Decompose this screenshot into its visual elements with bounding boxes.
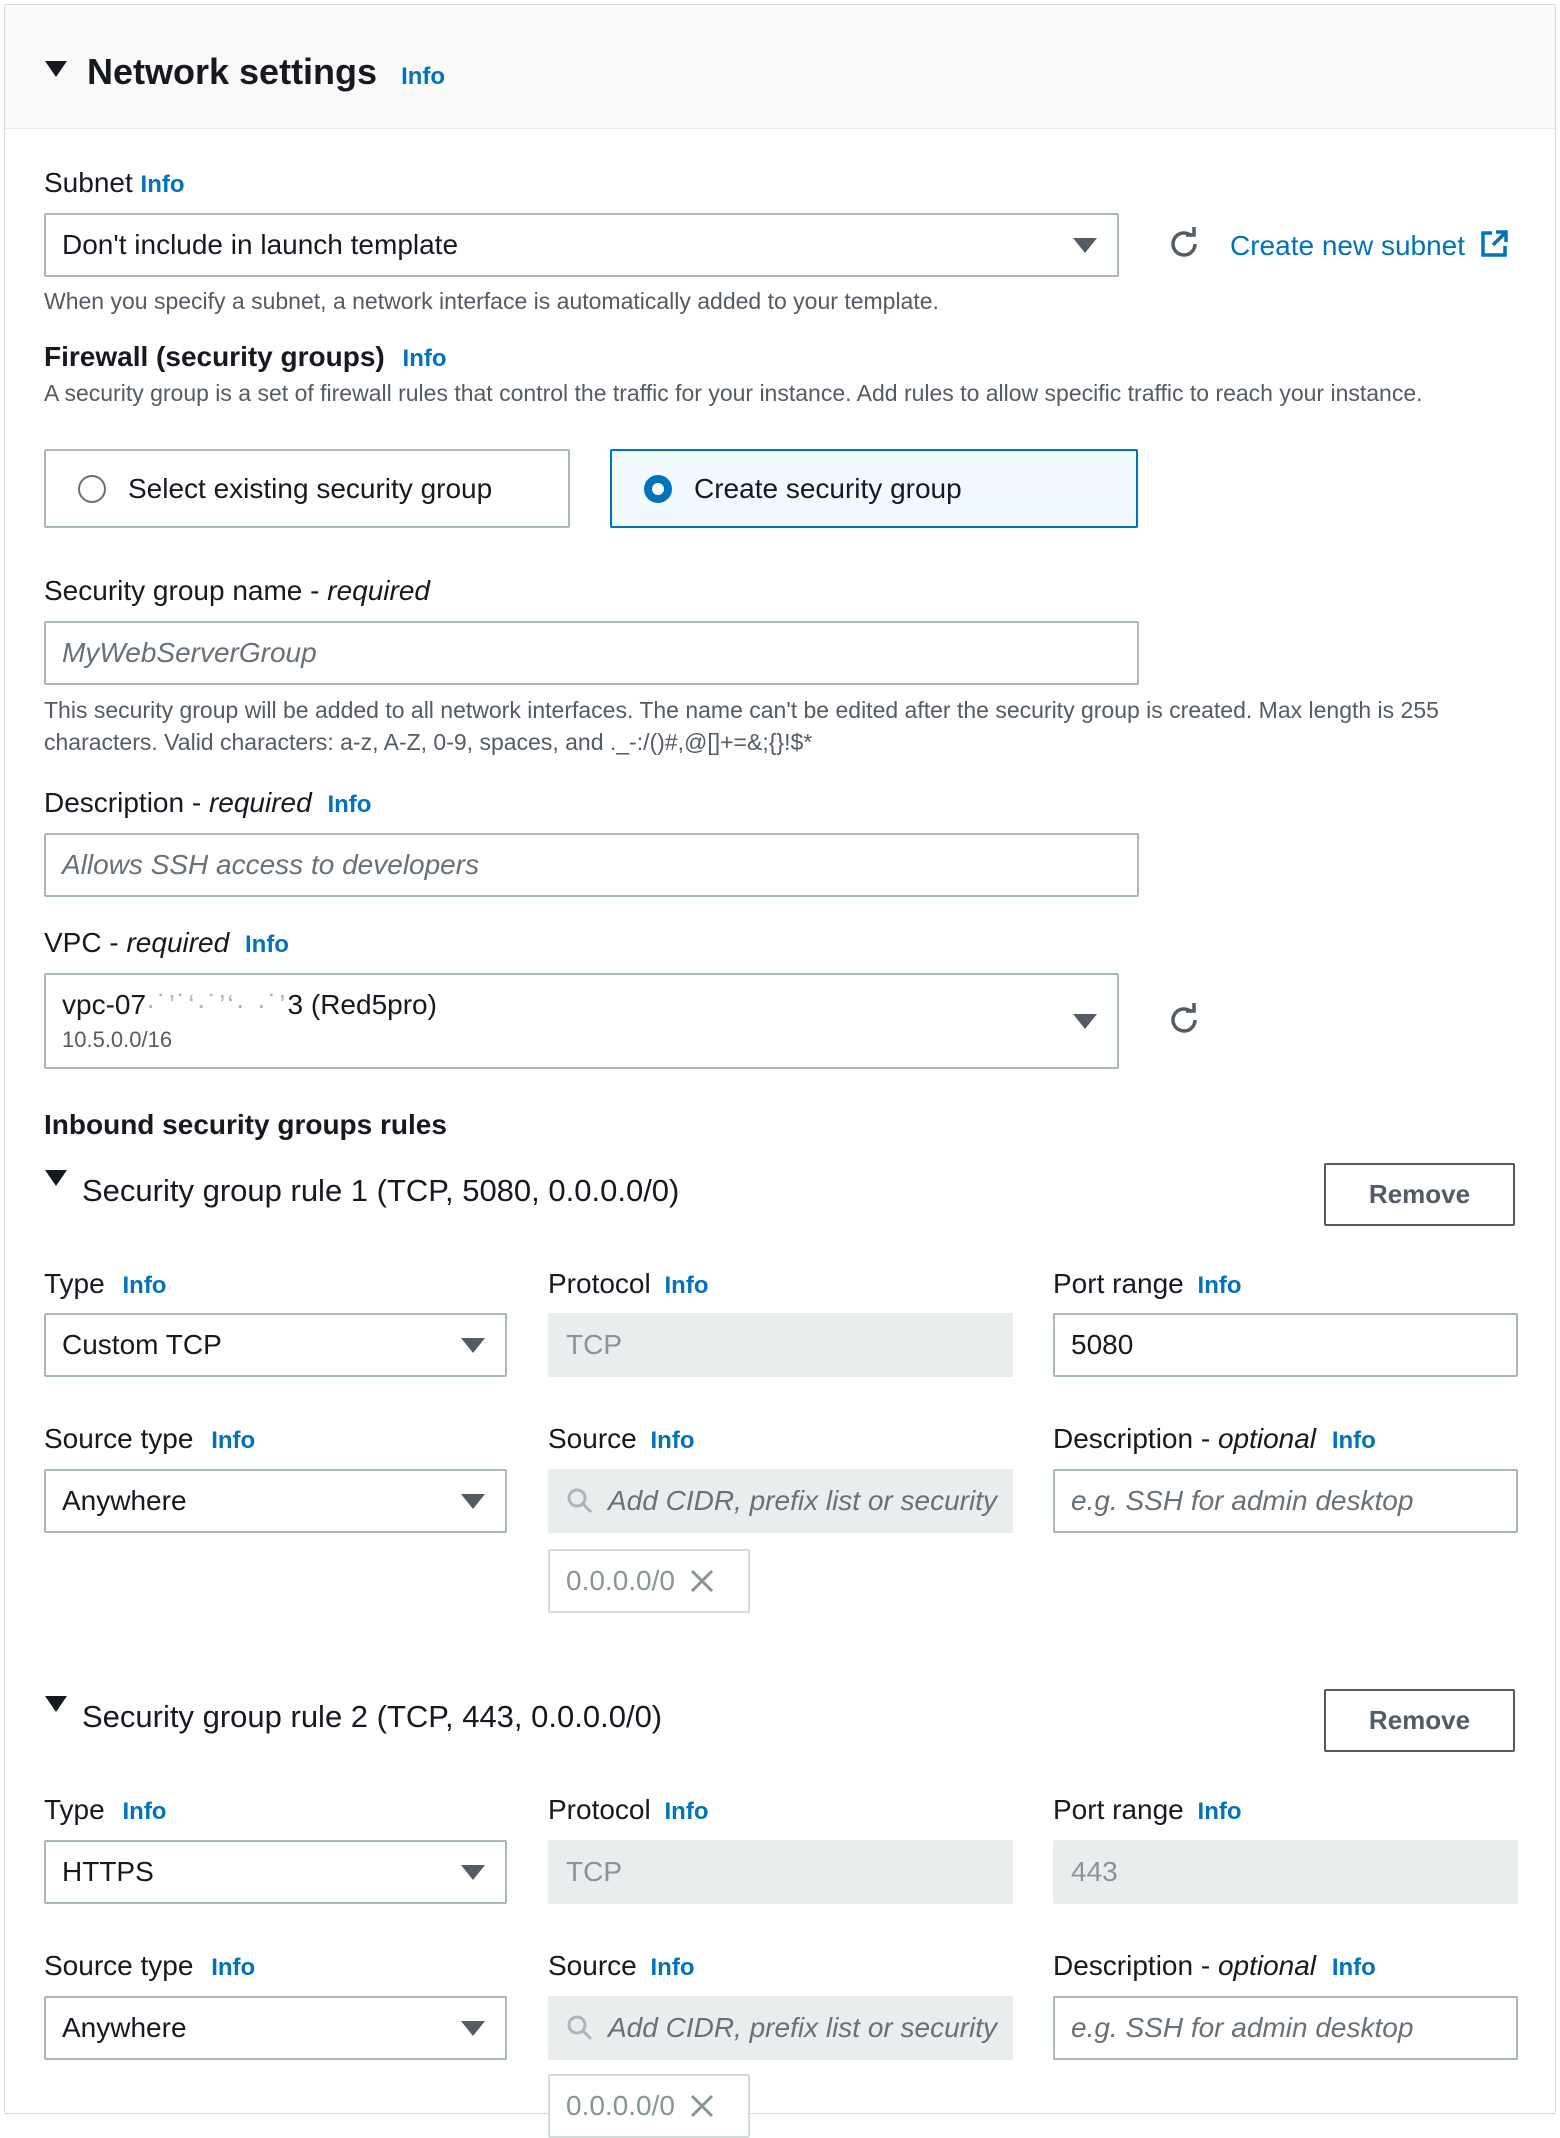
rule1-source-type-select[interactable]: Anywhere — [44, 1469, 507, 1533]
rule2-type-label: Type Info — [44, 1794, 167, 1825]
rule1-type-info-link[interactable]: Info — [122, 1272, 167, 1299]
rule2-type-select[interactable]: HTTPS — [44, 1840, 507, 1904]
sg-name-label: Security group name - required — [44, 575, 430, 606]
chevron-down-icon — [461, 1338, 485, 1353]
chevron-down-icon — [461, 1494, 485, 1509]
vpc-refresh-icon[interactable] — [1166, 1002, 1202, 1038]
firewall-help: A security group is a set of firewall rules that control the traffic for your instance. Add rules to allow specific traffic to reach your instance. — [44, 380, 1423, 406]
rule2-title: Security group rule 2 (TCP, 443, 0.0.0.0/0) — [82, 1699, 663, 1734]
rule1-source-input[interactable]: Add CIDR, prefix list or security — [548, 1469, 1013, 1533]
rule2-source-type-label: Source type Info — [44, 1950, 256, 1981]
rule2-caret-icon[interactable] — [45, 1696, 67, 1712]
rule2-port-label: Port range Info — [1053, 1794, 1242, 1825]
rule1-protocol-label: Protocol Info — [548, 1268, 709, 1299]
rule2-port-field: 443 — [1053, 1840, 1518, 1904]
subnet-select[interactable]: Don't include in launch template — [44, 213, 1119, 277]
rule2-protocol-info-link[interactable]: Info — [664, 1798, 709, 1825]
external-link-icon — [1479, 229, 1509, 259]
rule1-source-token: 0.0.0.0/0 — [548, 1549, 750, 1613]
rule1-source-label: Source Info — [548, 1423, 695, 1454]
radio-checked-icon — [644, 475, 672, 503]
rule1-caret-icon[interactable] — [45, 1170, 67, 1186]
search-icon — [566, 2014, 594, 2042]
section-header[interactable] — [5, 5, 1555, 129]
chevron-down-icon — [461, 1865, 485, 1880]
rule2-desc-info-link[interactable]: Info — [1331, 1954, 1376, 1981]
rule1-desc-info-link[interactable]: Info — [1331, 1427, 1376, 1454]
rule1-protocol-field: TCP — [548, 1313, 1013, 1377]
vpc-select[interactable] — [44, 973, 1119, 1069]
rule1-type-label: Type Info — [44, 1268, 167, 1299]
rule2-desc-input[interactable]: e.g. SSH for admin desktop — [1053, 1996, 1518, 2060]
refresh-icon[interactable] — [1166, 226, 1202, 262]
vpc-value: vpc-07·˙’˙‘·˙’‘· ·˙’3 (Red5pro) — [62, 989, 437, 1020]
rule1-type-select[interactable]: Custom TCP — [44, 1313, 507, 1377]
rule2-type-info-link[interactable]: Info — [122, 1798, 167, 1825]
radio-create-new[interactable]: Create security group — [610, 449, 1138, 528]
chevron-down-icon — [1073, 238, 1097, 253]
rule1-desc-input[interactable]: e.g. SSH for admin desktop — [1053, 1469, 1518, 1533]
rule1-title: Security group rule 1 (TCP, 5080, 0.0.0.0/0) — [82, 1173, 680, 1208]
rule2-source-token: 0.0.0.0/0 — [548, 2074, 750, 2138]
rule2-desc-label: Description - optional Info — [1053, 1950, 1376, 1981]
rule1-port-label: Port range Info — [1053, 1268, 1242, 1299]
subnet-help: When you specify a subnet, a network interface is automatically added to your template. — [44, 288, 939, 314]
subnet-info-link[interactable]: Info — [140, 171, 185, 198]
sg-name-help: This security group will be added to all network interfaces. The name can't be edited after the security group is created. Max length is 255 characters. Valid characters: a-z, A-Z, 0-9, spaces, and ._-:/()#,@[]+=&;{}!$* — [44, 697, 1439, 755]
vpc-redacted-text: ·˙’˙‘·˙’‘· ·˙’ — [146, 989, 288, 1020]
vpc-cidr: 10.5.0.0/16 — [62, 1027, 173, 1052]
inbound-title: Inbound security groups rules — [44, 1109, 447, 1140]
vpc-label: VPC - required Info — [44, 927, 289, 958]
rule2-protocol-label: Protocol Info — [548, 1794, 709, 1825]
search-icon — [566, 1487, 594, 1515]
rule1-protocol-info-link[interactable]: Info — [664, 1272, 709, 1299]
section-info-link[interactable]: Info — [401, 63, 446, 90]
rule2-source-info-link[interactable]: Info — [650, 1954, 695, 1981]
rule1-port-info-link[interactable]: Info — [1197, 1272, 1242, 1299]
firewall-label: Firewall (security groups) Info — [44, 341, 447, 372]
rule1-remove-button[interactable]: Remove — [1324, 1163, 1515, 1226]
vpc-info-link[interactable]: Info — [244, 931, 289, 958]
rule2-protocol-field: TCP — [548, 1840, 1013, 1904]
subnet-label: Subnet Info — [44, 167, 185, 198]
close-icon[interactable] — [689, 1568, 715, 1594]
firewall-info-link[interactable]: Info — [402, 345, 447, 372]
rule2-remove-button[interactable]: Remove — [1324, 1689, 1515, 1752]
rule2-port-info-link[interactable]: Info — [1197, 1798, 1242, 1825]
rule1-port-input[interactable]: 5080 — [1053, 1313, 1518, 1377]
radio-select-existing[interactable]: Select existing security group — [44, 449, 570, 528]
chevron-down-icon — [461, 2021, 485, 2036]
collapse-caret-icon[interactable] — [45, 61, 67, 77]
rule2-source-type-info-link[interactable]: Info — [211, 1954, 256, 1981]
rule1-desc-label: Description - optional Info — [1053, 1423, 1376, 1454]
rule1-source-info-link[interactable]: Info — [650, 1427, 695, 1454]
section-title: Network settings Info — [87, 51, 446, 92]
rule1-source-type-info-link[interactable]: Info — [211, 1427, 256, 1454]
rule2-source-label: Source Info — [548, 1950, 695, 1981]
rule1-source-type-label: Source type Info — [44, 1423, 256, 1454]
radio-unchecked-icon — [78, 475, 106, 503]
create-subnet-link[interactable]: Create new subnet — [1230, 229, 1509, 262]
sg-name-input[interactable]: MyWebServerGroup — [44, 621, 1139, 685]
description-label: Description - required Info — [44, 787, 372, 818]
rule2-source-type-select[interactable]: Anywhere — [44, 1996, 507, 2060]
description-input[interactable]: Allows SSH access to developers — [44, 833, 1139, 897]
rule2-source-input[interactable]: Add CIDR, prefix list or security — [548, 1996, 1013, 2060]
description-info-link[interactable]: Info — [327, 791, 372, 818]
chevron-down-icon — [1073, 1014, 1097, 1029]
close-icon[interactable] — [689, 2093, 715, 2119]
